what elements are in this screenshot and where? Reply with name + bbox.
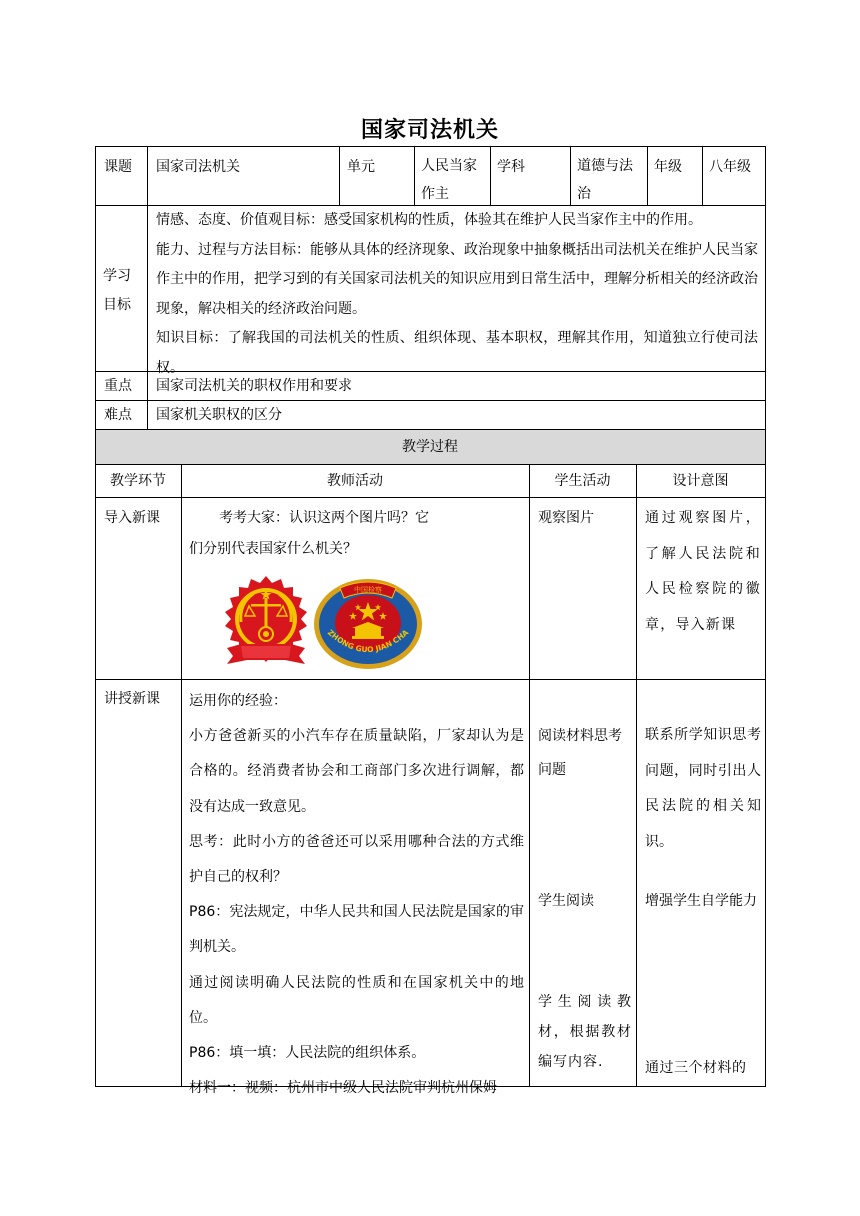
cell-course-label: 课题 [104, 159, 132, 175]
table-border [95, 679, 766, 680]
intro-student: 观察图片 [538, 510, 594, 526]
lecture-teacher-p7: 材料一：视频：杭州市中级人民法院审判杭州保姆 [189, 1080, 497, 1097]
table-border [702, 146, 703, 206]
column-header-student: 学生活动 [554, 473, 611, 489]
table-border [765, 146, 766, 1087]
difficulty-value: 国家机关职权的区分 [156, 407, 282, 423]
intro-teacher-line1: 考考大家：认识这两个图片吗？它 [219, 510, 429, 526]
column-header-stage: 教学环节 [110, 473, 166, 489]
lecture-teacher-content [189, 684, 524, 1106]
procuratorate-emblem-ring-text: ZHONG GUO JIAN CHA [325, 627, 411, 655]
table-border [529, 464, 530, 1087]
procuratorate-emblem-top-text: 中国检察 [354, 586, 382, 594]
table-border [147, 146, 148, 430]
lecture-teacher-p2: 小方爸爸新买的小汽车存在质量缺陷，厂家却认为是合格的。经消费者协会和工商部门多次进行调解，都没有达成一致意见。 [189, 728, 524, 815]
lecture-teacher-p3: 思考：此时小方的爸爸还可以采用哪种合法的方式维护自己的权利？ [189, 833, 524, 886]
table-border [647, 146, 648, 206]
lecture-teacher-p5: 通过阅读明确人民法院的性质和在国家机关中的地位。 [189, 974, 524, 1026]
table-border [339, 146, 340, 206]
table-border [95, 146, 96, 1087]
difficulty-label: 难点 [104, 407, 132, 423]
intro-teacher-line2: 们分别代表国家什么机关？ [189, 541, 357, 557]
lecture-intent-3: 通过三个材料的 [645, 1060, 747, 1076]
document-title: 国家司法机关 [360, 118, 499, 143]
cell-subject-value: 道德与法治 [577, 158, 633, 202]
column-header-teacher: 教师活动 [327, 473, 383, 489]
lecture-intent-2: 增强学生自学能力 [645, 893, 757, 909]
lecture-stage: 讲授新课 [104, 691, 160, 707]
objective-knowledge: 知识目标：了解我国的司法机关的性质、组织体现、基本职权，理解其作用，知道独立行使司法权。 [156, 330, 758, 376]
cell-subject-label: 学科 [497, 159, 525, 175]
cell-unit-label: 单元 [347, 159, 375, 175]
key-point-value: 国家司法机关的职权作用和要求 [156, 378, 352, 394]
table-border [636, 464, 637, 1087]
table-border [570, 146, 571, 206]
procuratorate-emblem-icon [312, 576, 424, 670]
lecture-intent-1: 联系所学知识思考问题，同时引出人民法院的相关知识。 [645, 727, 761, 850]
lecture-teacher-p6: P86：填一填：人民法院的组织体系。 [189, 1045, 426, 1062]
intro-stage: 导入新课 [104, 510, 160, 526]
lecture-student-2: 学生阅读 [538, 893, 594, 909]
objectives-label: 学习目标 [103, 268, 131, 313]
lecture-student-1: 阅读材料思考问题 [538, 728, 622, 778]
objective-emotion: 情感、态度、价值观目标：感受国家机构的性质，体验其在维护人民当家作主中的作用。 [156, 212, 702, 228]
objective-ability: 能力、过程与方法目标：能够从具体的经济现象、政治现象中抽象概括出司法机关在维护人民当家作主中的作用，把学习到的有关国家司法机关的知识应用到日常生活中，理解分析相关的经济政治现象，解决相关的经济政治问题。 [156, 241, 758, 317]
table-border [181, 464, 182, 1087]
lecture-student-3: 学生阅读教材，根据教材编写内容. [538, 994, 632, 1070]
cell-grade-label: 年级 [654, 159, 682, 175]
table-border [414, 146, 415, 206]
court-emblem-icon [219, 574, 313, 670]
process-header: 教学过程 [402, 439, 458, 455]
cell-course-value: 国家司法机关 [156, 159, 240, 175]
column-header-intent: 设计意图 [672, 473, 729, 489]
table-border [490, 146, 491, 206]
table-border [95, 464, 766, 465]
table-border [95, 497, 766, 498]
lecture-teacher-p1: 运用你的经验： [189, 693, 287, 709]
lecture-teacher-p4: P86：宪法规定，中华人民共和国人民法院是国家的审判机关。 [189, 904, 524, 956]
cell-grade-value: 八年级 [709, 159, 751, 175]
objectives-content [156, 206, 758, 383]
table-border [95, 146, 766, 147]
key-point-label: 重点 [104, 378, 132, 394]
intro-intent: 通过观察图片，了解人民法院和人民检察院的徽章，导入新课 [645, 510, 761, 633]
cell-unit-value: 人民当家作主 [421, 158, 477, 202]
